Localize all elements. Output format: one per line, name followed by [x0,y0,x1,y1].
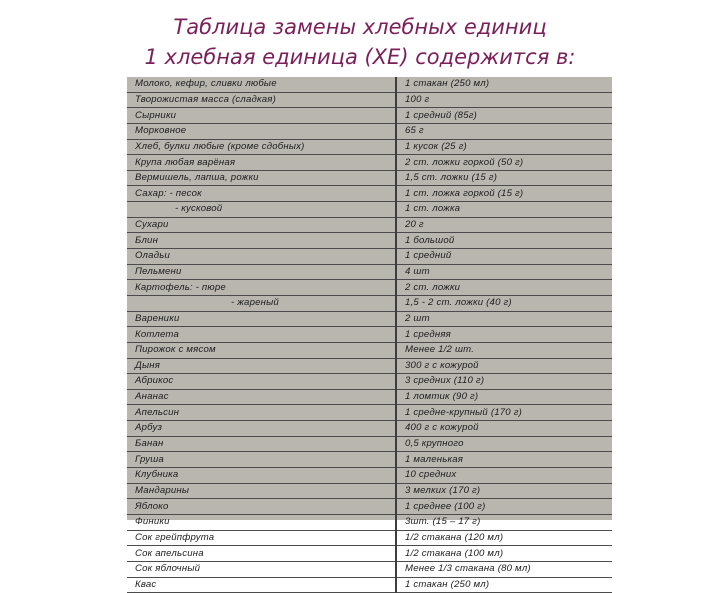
product-cell: Сок яблочный [127,561,396,577]
table-row [127,577,612,593]
product-cell: Клубника [127,468,396,484]
product-cell: Сок апельсина [127,546,396,562]
table-row [127,327,612,343]
table-row [127,249,612,265]
table-row [127,77,612,92]
table-row [127,155,612,171]
product-cell: Картофель: - пюре [127,280,396,296]
amount-cell: 1,5 - 2 ст. ложки (40 г) [396,295,612,311]
table-row [127,280,612,296]
table-row [127,421,612,437]
amount-cell: 2 шт [396,311,612,327]
amount-cell: 3 средних (110 г) [396,374,612,390]
amount-cell: 10 средних [396,468,612,484]
product-cell: Арбуз [127,421,396,437]
table-row [127,108,612,124]
amount-cell: 3 мелких (170 г) [396,483,612,499]
product-cell: Творожистая масса (сладкая) [127,92,396,108]
product-cell: Груша [127,452,396,468]
table-row [127,499,612,515]
product-cell: Ананас [127,389,396,405]
bread-unit-table-grid [127,77,612,593]
product-cell: Пельмени [127,264,396,280]
amount-cell: 0,5 крупного [396,436,612,452]
table-body [127,77,612,593]
page-title [0,12,720,72]
title-line-2: 1 хлебная единица (ХЕ) содержится в: [144,45,576,69]
product-cell: - кусковой [127,202,396,218]
amount-cell: 1,5 ст. ложки (15 г) [396,170,612,186]
amount-cell: 1 ломтик (90 г) [396,389,612,405]
amount-cell: 1 ст. ложка [396,202,612,218]
amount-cell: 1 средний (85г) [396,108,612,124]
amount-cell: 1 большой [396,233,612,249]
amount-cell: 2 ст. ложки [396,280,612,296]
table-row [127,202,612,218]
product-cell: Банан [127,436,396,452]
table-row [127,468,612,484]
product-cell: Вермишель, лапша, рожки [127,170,396,186]
table-row [127,514,612,530]
product-cell: Молоко, кефир, сливки любые [127,77,396,92]
amount-cell: 3шт. (15 – 17 г) [396,514,612,530]
amount-cell: 1 средняя [396,327,612,343]
amount-cell: 20 г [396,217,612,233]
amount-cell: 1 кусок (25 г) [396,139,612,155]
product-cell: Вареники [127,311,396,327]
table-row [127,561,612,577]
product-cell: Хлеб, булки любые (кроме сдобных) [127,139,396,155]
amount-cell: 300 г с кожурой [396,358,612,374]
product-cell: Мандарины [127,483,396,499]
amount-cell: 1 стакан (250 мл) [396,77,612,92]
product-cell: Морковное [127,123,396,139]
bread-unit-table [127,77,612,590]
amount-cell: 400 г с кожурой [396,421,612,437]
amount-cell: 2 ст. ложки горкой (50 г) [396,155,612,171]
title-line-1: Таблица замены хлебных единиц [173,15,547,39]
product-cell: Финики [127,514,396,530]
amount-cell: 1/2 стакана (120 мл) [396,530,612,546]
table-row [127,374,612,390]
amount-cell: Менее 1/2 шт. [396,342,612,358]
table-row [127,311,612,327]
table-row [127,358,612,374]
table-row [127,389,612,405]
product-cell: Крупа любая варёная [127,155,396,171]
product-cell: Сахар: - песок [127,186,396,202]
product-cell: Сухари [127,217,396,233]
amount-cell: 100 г [396,92,612,108]
table-row [127,546,612,562]
product-cell: Пирожок с мясом [127,342,396,358]
product-cell: Апельсин [127,405,396,421]
product-cell: - жареный [127,295,396,311]
product-cell: Яблоко [127,499,396,515]
product-cell: Оладьи [127,249,396,265]
table-row [127,170,612,186]
product-cell: Котлета [127,327,396,343]
table-row [127,123,612,139]
table-row [127,530,612,546]
table-row [127,186,612,202]
amount-cell: 1 среднее (100 г) [396,499,612,515]
product-cell: Дыня [127,358,396,374]
table-row [127,264,612,280]
amount-cell: 1/2 стакана (100 мл) [396,546,612,562]
product-cell: Сок грейпфрута [127,530,396,546]
amount-cell: 1 ст. ложка горкой (15 г) [396,186,612,202]
product-cell: Сырники [127,108,396,124]
table-row [127,139,612,155]
amount-cell: 1 средний [396,249,612,265]
table-row [127,342,612,358]
table-row [127,436,612,452]
product-cell: Абрикос [127,374,396,390]
table-row [127,483,612,499]
table-row [127,217,612,233]
amount-cell: Менее 1/3 стакана (80 мл) [396,561,612,577]
amount-cell: 1 маленькая [396,452,612,468]
table-row [127,452,612,468]
amount-cell: 1 средне-крупный (170 г) [396,405,612,421]
table-row [127,92,612,108]
table-row [127,295,612,311]
amount-cell: 1 стакан (250 мл) [396,577,612,593]
amount-cell: 65 г [396,123,612,139]
table-row [127,405,612,421]
table-row [127,233,612,249]
product-cell: Квас [127,577,396,593]
amount-cell: 4 шт [396,264,612,280]
product-cell: Блин [127,233,396,249]
